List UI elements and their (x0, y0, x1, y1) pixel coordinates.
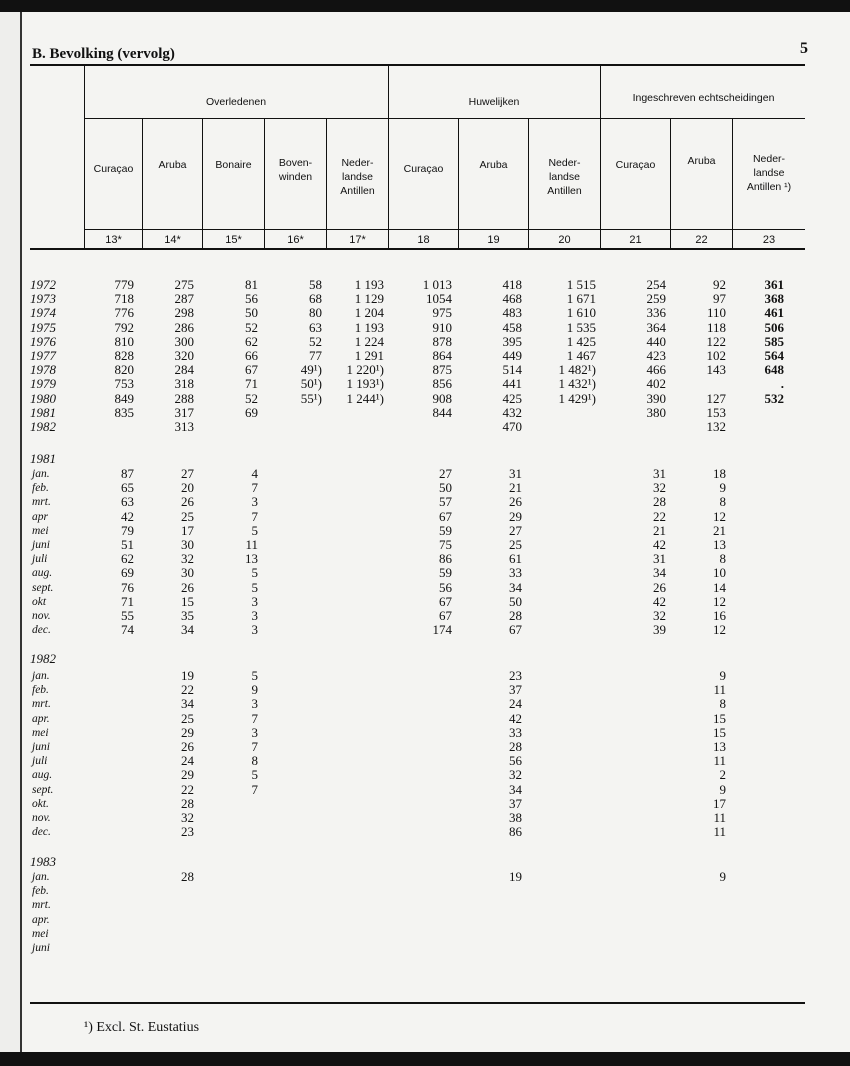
month-label: mei (32, 927, 49, 940)
col-number: 14* (164, 234, 181, 246)
col-values-bonaire-deaths: 81 56 50 52 62 66 67 71 52 69 (245, 277, 258, 420)
header-line: landse (549, 171, 580, 183)
header-line: Curaçao (403, 163, 444, 175)
month-label: juni (32, 539, 50, 552)
month-label: nov. (32, 812, 51, 825)
month-label: nov. (32, 610, 51, 623)
group-header-deaths: Overledenen (205, 96, 267, 108)
header-line: Antillen (547, 185, 582, 197)
year-label: 1972 (30, 277, 56, 292)
col-header (143, 158, 202, 172)
year-heading-1981: 1981 (30, 451, 56, 466)
col-header (85, 162, 142, 176)
col-values-aruba-marriages: 418 468 483 458 395 449 514 441 425 432 470 (502, 277, 522, 435)
col-number: 13* (105, 234, 122, 246)
month-label: okt. (32, 797, 49, 810)
col-values-bovenwinden-deaths: 58 68 80 63 52 77 49¹) 50¹) 55¹) (300, 277, 322, 406)
month-label: dec. (32, 826, 51, 839)
month-label: jan. (32, 468, 50, 480)
header-line: Antillen (340, 185, 375, 197)
header-line: winden (278, 171, 313, 183)
col-header (733, 152, 805, 194)
col-divider (600, 66, 601, 248)
group-header-marriages: Huwelijken (468, 96, 520, 108)
footnote: ¹) Excl. St. Eustatius (84, 1020, 200, 1035)
year-label: 1973 (30, 291, 56, 307)
col-header (671, 154, 732, 168)
month-label: sept. (32, 783, 54, 796)
col-divider (142, 118, 143, 248)
col-header (459, 158, 528, 172)
month-label: mei (32, 524, 49, 537)
month-label: juli (32, 553, 48, 566)
month-label: feb. (32, 885, 49, 898)
section-title: B. Bevolking (vervolg) (32, 46, 175, 62)
col-values-1983-c19: 19 (509, 869, 522, 884)
year-label: 1978 (30, 362, 56, 378)
header-rule (84, 229, 805, 230)
month-label: mrt. (32, 496, 51, 509)
col-values-1983-c14: 28 (181, 869, 194, 884)
col-values-1981-c21: 31 32 28 22 21 42 31 34 26 42 32 39 (653, 466, 666, 638)
col-number: 15* (225, 234, 242, 246)
col-header (529, 156, 600, 198)
year-label: 1976 (30, 333, 56, 349)
month-labels-1982 (32, 669, 53, 839)
col-values-1981-c14: 27 20 26 25 17 30 32 30 26 15 35 34 (181, 466, 194, 638)
month-label: mrt. (32, 899, 51, 912)
month-labels-1983 (32, 870, 51, 955)
col-divider (388, 66, 389, 248)
year-label: 1979 (30, 376, 56, 392)
col-values-aruba-divorces: 92 97 110 118 122 102 143 127 153 132 (706, 277, 726, 435)
group-header-divorces: Ingeschreven echtscheidingen (632, 92, 775, 104)
col-header (203, 158, 264, 172)
group-rule (84, 118, 805, 119)
year-label: 1982 (30, 419, 56, 435)
month-label: apr (32, 510, 48, 523)
header-line: landse (753, 167, 785, 179)
col-values-1982-c15: 5 9 3 7 3 7 8 5 7 (251, 668, 258, 797)
col-values-1981-c19: 31 21 26 29 27 25 61 33 34 50 28 67 (509, 466, 522, 638)
year-label: 1981 (30, 404, 56, 420)
col-header (389, 162, 458, 176)
col-values-1981-c15: 4 7 3 7 5 11 13 5 5 3 3 3 (245, 466, 258, 638)
col-values-1983-c22: 9 (719, 869, 726, 884)
header-line: Aruba (687, 155, 716, 167)
month-label: juni (32, 942, 50, 955)
binding-edge (0, 12, 22, 1052)
col-values-1982-c22: 9 11 8 15 15 13 11 2 9 17 11 11 (713, 668, 726, 840)
month-label: sept. (32, 581, 54, 594)
col-values-curacao-deaths: 779 718 776 792 810 828 820 753 849 835 (114, 277, 134, 420)
col-values-antillen-divorces: 361 368 461 506 585 564 648 . 532 (764, 277, 784, 406)
col-header (265, 156, 326, 184)
colnum-rule (30, 248, 805, 250)
col-values-aruba-deaths: 275 287 298 286 300 320 284 318 288 317 313 (174, 277, 194, 435)
col-values-antillen-deaths: 1 193 1 129 1 204 1 193 1 224 1 291 1 220¹) 1 193¹) 1 244¹) (346, 277, 384, 406)
header-line: Curaçao (93, 163, 134, 175)
col-number: 18 (417, 234, 430, 246)
header-line: Aruba (479, 159, 508, 171)
col-number: 17* (349, 234, 366, 246)
page-number: 5 (800, 40, 808, 57)
col-number: 21 (629, 234, 642, 246)
month-label: okt (32, 595, 47, 608)
month-label: juli (32, 755, 48, 768)
header-line: Bonaire (215, 159, 252, 171)
col-number: 22 (695, 234, 708, 246)
month-label: juni (32, 741, 50, 754)
col-values-1981-c22: 18 9 8 12 21 13 8 10 14 12 16 12 (713, 466, 726, 638)
col-values-1981-c13: 87 65 63 42 79 51 62 69 76 71 55 74 (121, 466, 134, 638)
col-values-curacao-divorces: 254 259 336 364 440 423 466 402 390 380 (646, 277, 666, 420)
year-label: 1974 (30, 305, 56, 321)
col-number: 19 (487, 234, 500, 246)
header-line: Neder- (341, 157, 374, 169)
col-divider (84, 66, 85, 248)
header-line: Aruba (158, 159, 187, 171)
col-divider (458, 118, 459, 248)
col-header (327, 156, 388, 198)
col-values-antillen-marriages: 1 515 1 671 1 610 1 535 1 425 1 467 1 482¹) 1 432¹) 1 429¹) (558, 277, 596, 406)
month-label: dec. (32, 624, 51, 637)
col-number: 23 (762, 234, 776, 246)
year-heading-1983: 1983 (30, 854, 56, 869)
header-line: Boven- (278, 157, 313, 169)
month-label: mrt. (32, 698, 51, 711)
header-line: Neder- (752, 153, 786, 165)
year-label: 1980 (30, 390, 56, 406)
header-line: Antillen ¹) (746, 181, 792, 193)
month-label: jan. (32, 670, 50, 682)
col-header (601, 158, 670, 172)
header-line: Neder- (548, 157, 581, 169)
year-label: 1975 (30, 319, 56, 335)
month-label: feb. (32, 684, 49, 697)
top-rule (30, 64, 805, 66)
col-values-1981-c18: 27 50 57 67 59 75 86 59 56 67 67 174 (432, 466, 452, 638)
month-label: feb. (32, 482, 49, 495)
header-line: landse (342, 171, 373, 183)
bottom-rule (30, 1002, 805, 1004)
year-labels (30, 278, 56, 434)
month-labels-1981 (32, 467, 53, 637)
col-values-1982-c19: 23 37 24 42 33 28 56 32 34 37 38 86 (509, 668, 522, 840)
month-label: jan. (32, 871, 50, 883)
year-heading-1982: 1982 (30, 651, 56, 666)
col-number: 16* (287, 234, 304, 246)
month-label: mei (32, 726, 49, 739)
year-label: 1977 (30, 348, 56, 364)
col-values-1982-c14: 19 22 34 25 29 26 24 29 22 28 32 23 (181, 668, 194, 840)
col-divider (202, 118, 203, 248)
month-label: aug. (32, 567, 53, 580)
document-page (0, 12, 850, 1052)
header-line: Curaçao (615, 159, 656, 171)
month-label: aug. (32, 769, 53, 782)
col-divider (670, 118, 671, 248)
col-number: 20 (558, 234, 571, 246)
month-label: apr. (32, 913, 50, 926)
col-values-curacao-marriages: 1 013 1054 975 910 878 864 875 856 908 844 (422, 277, 452, 420)
month-label: apr. (32, 712, 50, 725)
